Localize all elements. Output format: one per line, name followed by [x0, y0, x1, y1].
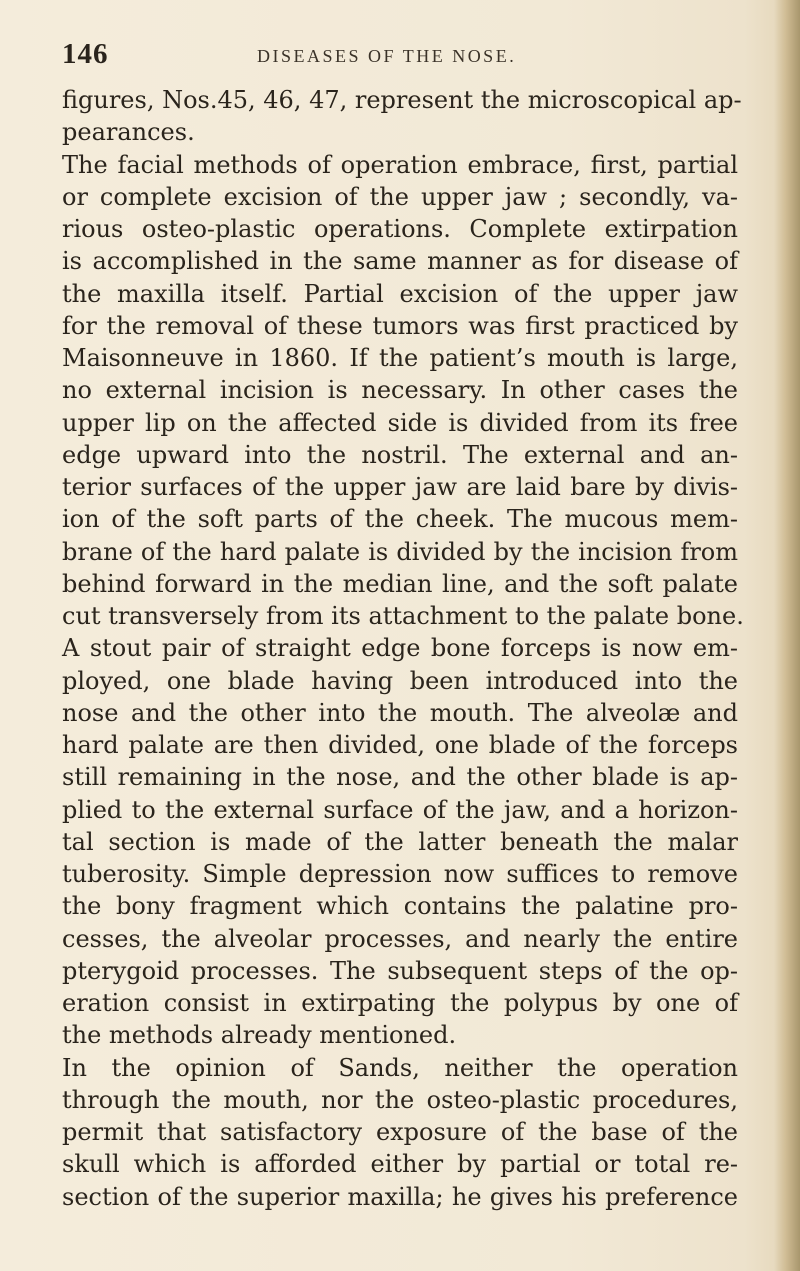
text-line: figures, Nos.45, 46, 47, represent the microscopical ap-: [62, 86, 742, 114]
running-head: DISEASES OF THE NOSE.: [257, 46, 517, 66]
text-line: The facial methods of operation embrace, first, partial: [62, 150, 738, 179]
text-line: pearances.: [62, 118, 195, 147]
text-line: is accomplished in the same manner as for disease of: [62, 247, 738, 276]
text-line: tuberosity. Simple depression now suffices to remove: [62, 860, 738, 888]
text-line: rious osteo-plastic operations. Complete extirpation: [62, 215, 738, 243]
text-line: upper lip on the affected side is divided from its free: [62, 408, 738, 437]
page-header: [62, 38, 762, 78]
page-number: 146: [62, 38, 109, 70]
text-line: behind forward in the median line, and the soft palate: [62, 569, 738, 598]
text-line: skull which is afforded either by partial or total re-: [62, 1150, 738, 1179]
text-line: plied to the external surface of the jaw, and a horizon-: [62, 795, 738, 824]
text-line: tal section is made of the latter beneath the malar: [62, 827, 738, 856]
text-line: edge upward into the nostril. The external and an-: [62, 440, 738, 469]
text-line: brane of the hard palate is divided by the incision from: [62, 537, 738, 566]
body-text: [62, 84, 744, 1213]
text-line: hard palate are then divided, one blade of the forceps: [62, 731, 738, 759]
text-line: terior surfaces of the upper jaw are laid bare by divis-: [62, 473, 738, 501]
text-line: permit that satisfactory exposure of the base of the: [62, 1118, 738, 1146]
text-line: ion of the soft parts of the cheek. The mucous mem-: [62, 505, 738, 534]
text-line: eration consist in extirpating the polypus by one of: [62, 989, 738, 1017]
text-line: the maxilla itself. Partial excision of the upper jaw: [62, 279, 738, 308]
text-line: cesses, the alveolar processes, and nearly the entire: [62, 924, 738, 953]
text-line: section of the superior maxilla; he gives his preference: [62, 1182, 738, 1211]
text-line: the bony fragment which contains the palatine pro-: [62, 892, 738, 921]
text-line: Maisonneuve in 1860. If the patient’s mouth is large,: [62, 344, 738, 372]
text-line: ployed, one blade having been introduced into the: [62, 666, 738, 695]
text-line: A stout pair of straight edge bone forceps is now em-: [62, 634, 738, 663]
text-line: In the opinion of Sands, neither the operation: [62, 1053, 738, 1082]
text-line: through the mouth, nor the osteo-plastic procedures,: [62, 1085, 738, 1114]
text-line: pterygoid processes. The subsequent steps of the op-: [62, 956, 738, 985]
text-line: or complete excision of the upper jaw ; secondly, va-: [62, 182, 738, 211]
text-line: cut transversely from its attachment to the palate bone.: [62, 602, 744, 630]
text-line: no external incision is necessary. In other cases the: [62, 376, 738, 405]
text-line: the methods already mentioned.: [62, 1021, 457, 1050]
page-edge-shadow: [774, 0, 800, 1271]
text-line: for the removal of these tumors was first practiced by: [62, 311, 738, 340]
text-line: nose and the other into the mouth. The alveolæ and: [62, 698, 738, 727]
text-line: still remaining in the nose, and the other blade is ap-: [62, 763, 738, 792]
